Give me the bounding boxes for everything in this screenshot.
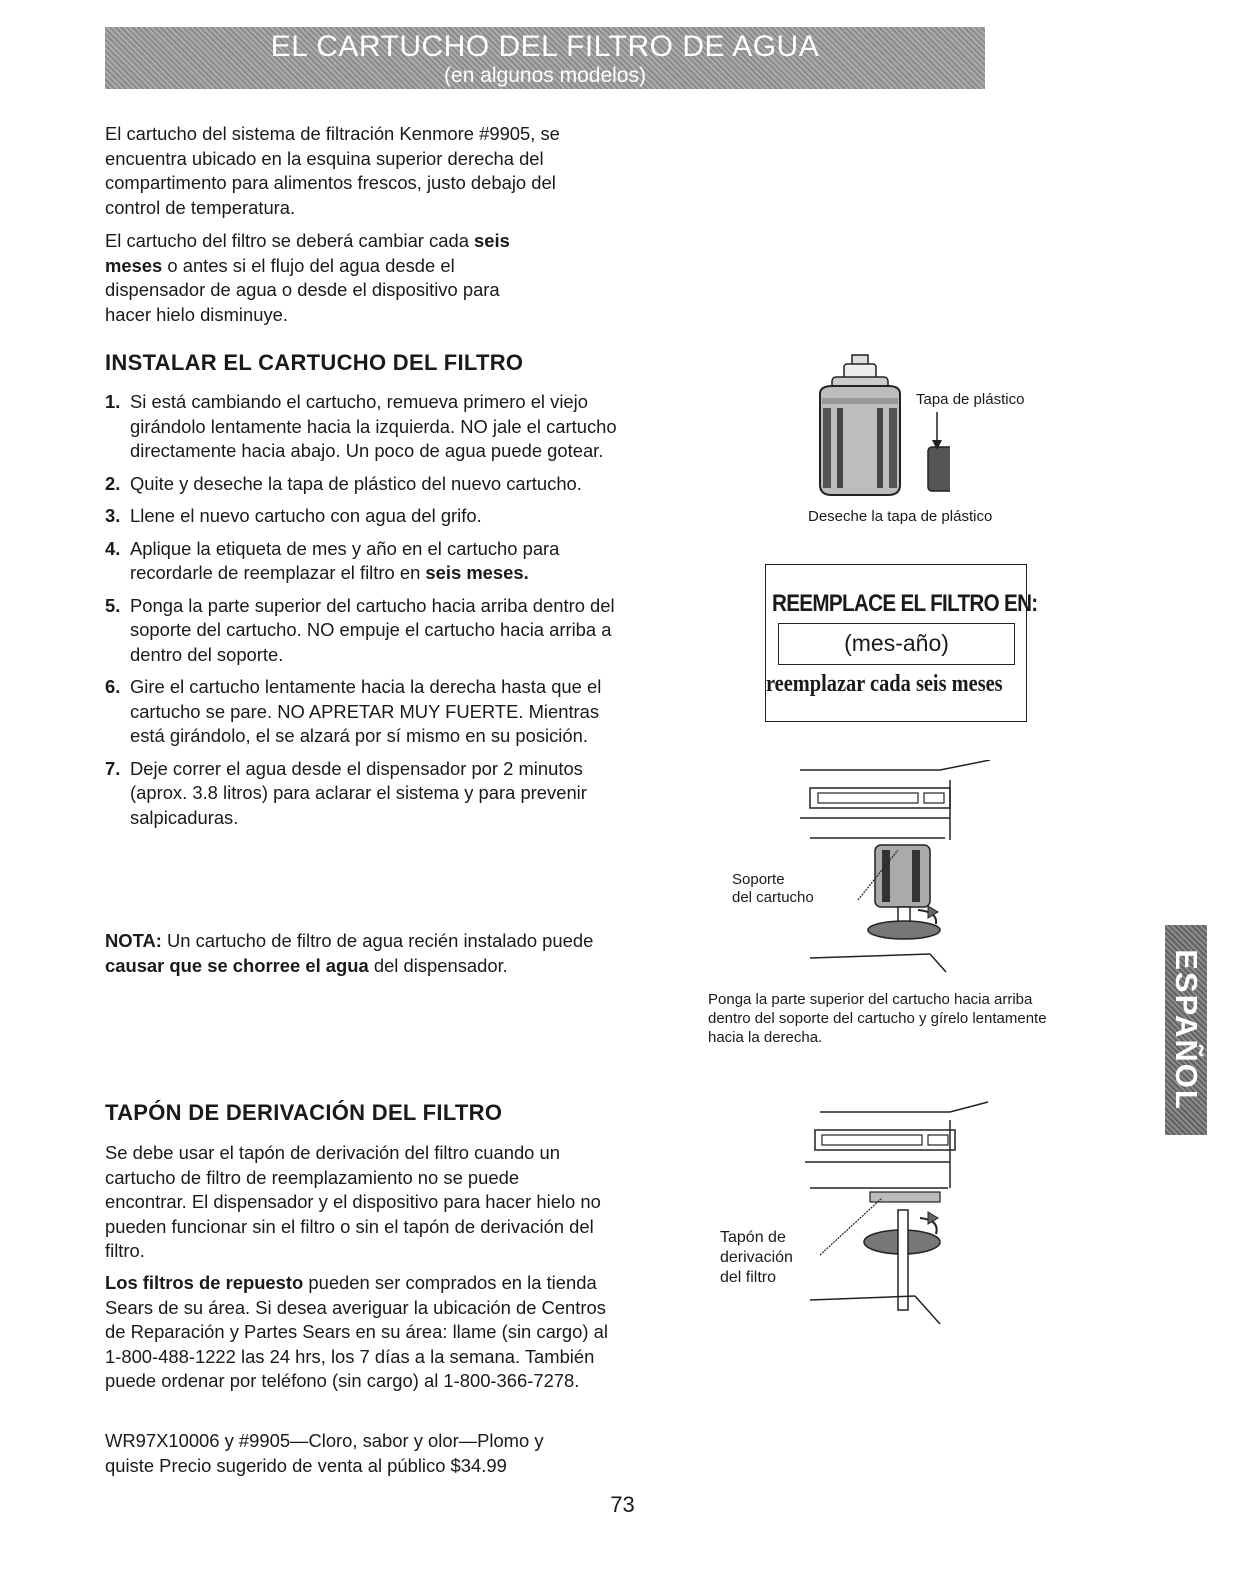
holder-label-1: Soporte xyxy=(732,871,785,888)
filter-cartridge-illustration xyxy=(810,350,950,500)
note-text: Un cartucho de filtro de agua recién instalado puede xyxy=(161,930,594,951)
step-text: Ponga la parte superior del cartucho hacia arriba dentro del soporte del cartucho. NO empuje el cartucho hacia arriba a dentro del soporte. xyxy=(130,594,615,665)
step-number: 7. xyxy=(105,757,121,779)
step-number: 2. xyxy=(105,472,121,494)
replace-label-title: REEMPLACE EL FILTRO EN: xyxy=(772,590,1038,617)
step-number: 1. xyxy=(105,391,121,412)
cartridge-holder-illustration xyxy=(770,760,1000,980)
step-item xyxy=(105,504,625,529)
bypass-heading: TAPÓN DE DERIVACIÓN DEL FILTRO xyxy=(105,1100,503,1125)
side-tab-label: ESPAÑOL xyxy=(1169,949,1204,1111)
intro-p2-text-end: o antes si el flujo del agua desde el dispensador de agua o desde el dispositivo para hacer hielo disminuye. xyxy=(105,254,500,325)
cap-caption: Deseche la tapa de plástico xyxy=(808,508,993,525)
step-number: 4. xyxy=(105,537,121,559)
intro-p2-text: El cartucho del filtro se deberá cambiar cada xyxy=(105,230,475,251)
bypass-plug-illustration xyxy=(790,1100,1000,1330)
step-item xyxy=(105,675,625,749)
plug-label-2: derivación xyxy=(720,1249,793,1266)
intro-paragraph-1: El cartucho del sistema de filtración Kenmore #9905, se encuentra ubicado en la esquina superior derecha del compartimento para alimentos frescos, justo debajo del control de temperatura. xyxy=(105,123,560,218)
note-text-end: del dispensador. xyxy=(368,954,508,976)
install-note xyxy=(105,929,620,978)
holder-label-2: del cartucho xyxy=(732,889,814,906)
step-text: Si está cambiando el cartucho, remueva primero el viejo girándolo lentamente hacia la izquierda. NO jale el cartucho directamente hacia abajo. Un poco de agua puede gotear. xyxy=(130,391,617,461)
plug-label-3: del filtro xyxy=(720,1269,777,1286)
step-number: 6. xyxy=(105,676,121,697)
bypass-paragraph-1: Se debe usar el tapón de derivación del filtro cuando un cartucho de filtro de reemplazamiento no se puede encontrar. El dispensador y el dispositivo para hacer hielo no pueden funcionar sin el filtro o sin el tapón de derivación del filtro. xyxy=(105,1142,601,1261)
page-number: 73 xyxy=(610,1492,635,1517)
note-bold: causar que se chorree el agua xyxy=(105,954,369,976)
step-text: Aplique la etiqueta de mes y año en el cartucho para recordarle de reemplazar el filtro en xyxy=(130,537,560,583)
holder-caption: Ponga la parte superior del cartucho hacia arriba dentro del soporte del cartucho y gírelo lentamente hacia la derecha. xyxy=(708,991,1047,1046)
cap-label: Tapa de plástico xyxy=(916,391,1025,408)
plug-label-1: Tapón de xyxy=(720,1229,786,1246)
section-banner xyxy=(105,27,985,89)
bypass-p2-text: pueden ser comprados en la tienda Sears de su área. Si desea averiguar la ubicación de Centros de Reparación y Partes Sears en su área: llame (sin cargo) al 1-800-488-1222 las 24 hrs, los 7 días a la semana. También puede ordenar por teléfono (sin cargo) al 1-800-366-7278. xyxy=(105,1272,608,1391)
install-steps-list xyxy=(105,390,625,838)
step-item xyxy=(105,390,625,464)
step-text: Gire el cartucho lentamente hacia la derecha hasta que el cartucho se pare. NO APRETAR MUY FUERTE. Mientras está girándolo, el se alzará por sí mismo en su posición. xyxy=(130,676,602,746)
step-number: 5. xyxy=(105,594,121,616)
language-side-tab xyxy=(1165,925,1207,1135)
step-number: 3. xyxy=(105,505,121,526)
bypass-paragraph-3: WR97X10006 y #9905—Cloro, sabor y olor—Plomo y quiste Precio sugerido de venta al público $34.99 xyxy=(105,1430,544,1476)
step-text: Llene el nuevo cartucho con agua del grifo. xyxy=(130,505,482,526)
bypass-p2-bold: Los filtros de repuesto xyxy=(105,1272,304,1293)
banner-subtitle: (en algunos modelos) xyxy=(444,64,646,87)
step-text: Deje correr el agua desde el dispensador por 2 minutos (aprox. 3.8 litros) para aclarar el sistema y para prevenir salpicaduras. xyxy=(130,757,587,828)
step-text: Quite y deseche la tapa de plástico del nuevo cartucho. xyxy=(130,472,582,494)
month-year-field: (mes-año) xyxy=(778,623,1015,665)
step-item xyxy=(105,472,625,497)
replace-label-footer: reemplazar cada seis meses xyxy=(766,671,1003,697)
step-item xyxy=(105,537,625,586)
intro-paragraph-2 xyxy=(105,229,535,327)
bypass-paragraph-2 xyxy=(105,1271,610,1394)
banner-title: EL CARTUCHO DEL FILTRO DE AGUA xyxy=(270,30,820,63)
intro-p2-bold: seis meses xyxy=(105,230,510,276)
install-heading: INSTALAR EL CARTUCHO DEL FILTRO xyxy=(105,350,524,375)
note-label: NOTA: xyxy=(105,930,162,951)
step-item xyxy=(105,594,625,668)
replace-filter-label xyxy=(765,564,1038,722)
pointer-arrow-icon xyxy=(930,412,944,452)
step-text-bold: seis meses. xyxy=(425,562,529,583)
step-item xyxy=(105,757,625,831)
